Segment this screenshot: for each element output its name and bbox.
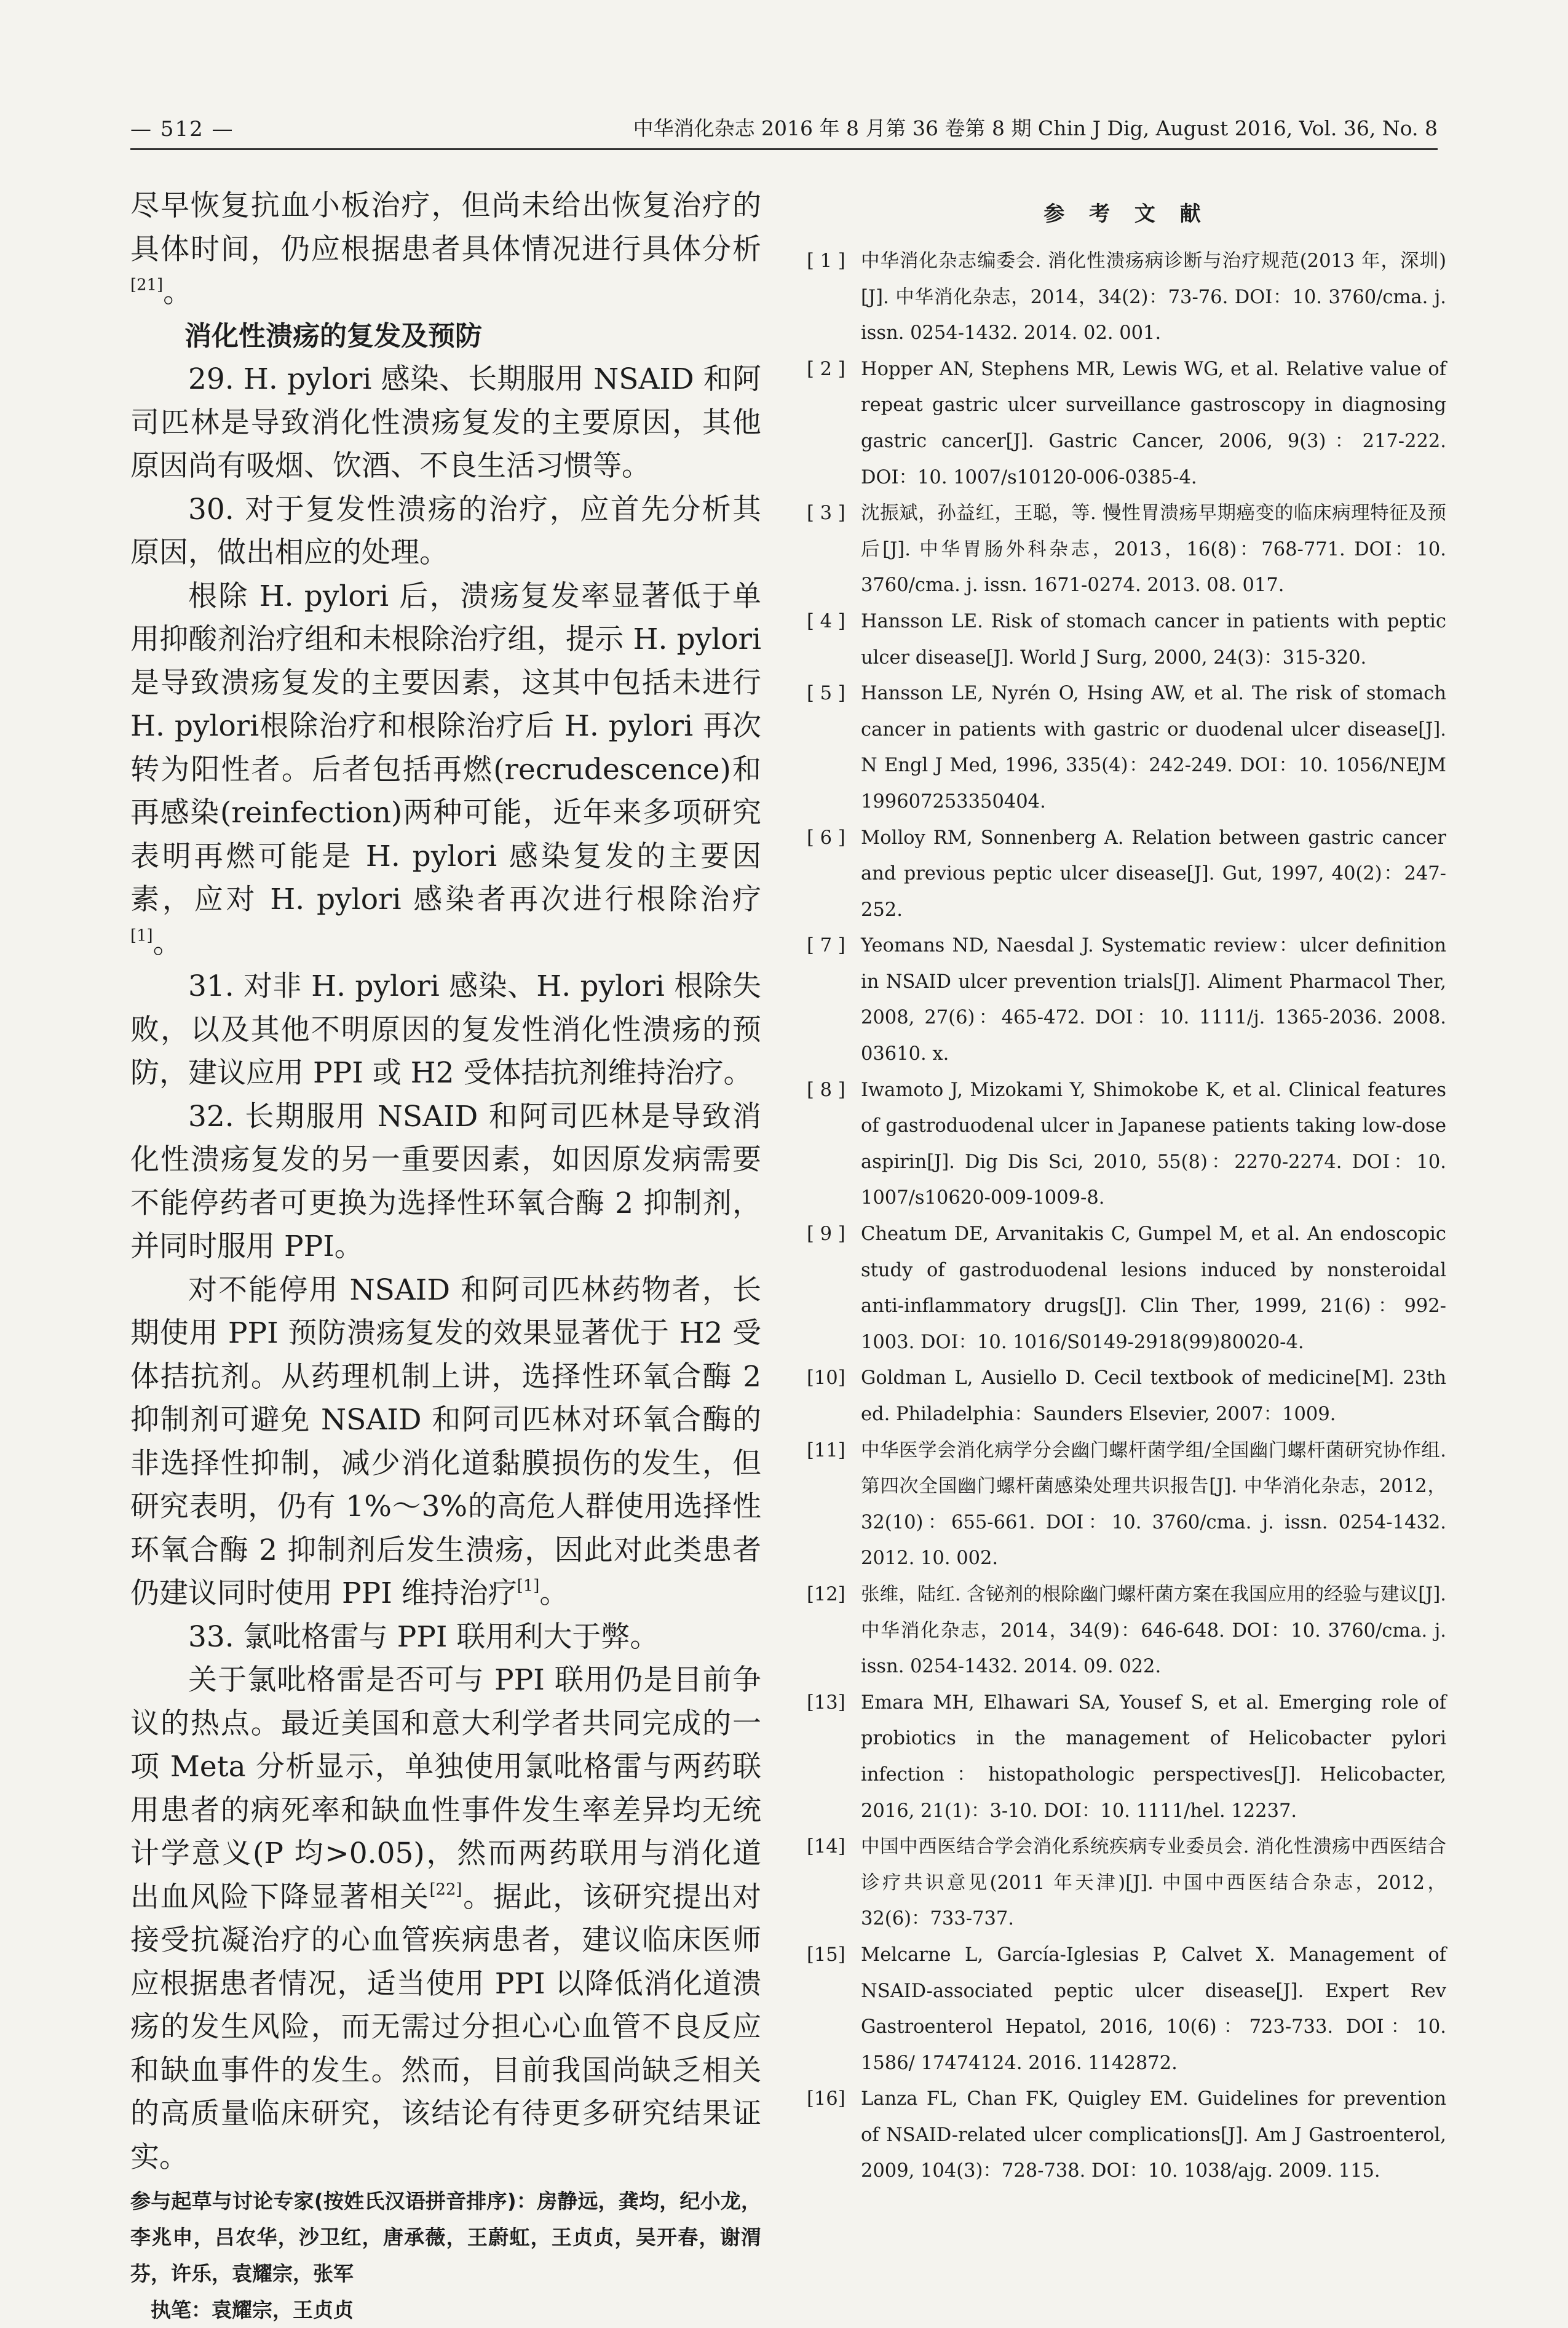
paragraph-end: 。 — [152, 926, 182, 960]
recommendation-29: 29. H. pylori 感染、长期服用 NSAID 和阿司匹林是导致消化性溃疡复发的主要原因，其他原因尚有吸烟、饮酒、不良生活习惯等。 — [130, 362, 761, 483]
reference-item — [807, 1433, 1446, 1577]
reference-text: Hansson LE, Nyrén O, Hsing AW, et al. The risk of stomach cancer in patients with gastric or duodenal ulcer disease[J]. N Engl J Med, 1996, 335(4)：242-249. DOI：10. 1056/NEJM 199607253350404. — [861, 683, 1446, 812]
reference-text: Cheatum DE, Arvanitakis C, Gumpel M, et al. An endoscopic study of gastroduodenal lesions induced by nonsteroidal anti-inflammatory drugs[J]. Clin Ther, 1999, 21(6)：992-1003. DOI：10. 1016/S0149-2918(99)80020-4. — [861, 1223, 1446, 1353]
paragraph-text: 。据此，该研究提出对接受抗凝治疗的心血管疾病患者，建议临床医师应根据患者情况，适当使用 PPI 以降低消化道溃疡的发生风险，而无需过分担心心血管不良反应和缺血事件的发生。然而，目前我国尚缺乏相关的高质量临床研究，该结论有待更多研究结果证实。 — [130, 1880, 761, 2174]
reference-number: [16] — [807, 2088, 845, 2110]
reference-number: [ 9 ] — [807, 1223, 845, 1245]
reference-item — [807, 1217, 1446, 1361]
citation-ref: [21] — [130, 276, 164, 295]
reference-text: Melcarne L, García-Iglesias P, Calvet X. Management of NSAID-associated peptic ulcer disease[J]. Expert Rev Gastroenterol Hepatol, 2016, 10(6)：723-733. DOI：10. 1586/ 17474124. 2016. 1142872. — [861, 1944, 1446, 2074]
reference-text: 中国中西医结合学会消化系统疾病专业委员会. 消化性溃疡中西医结合诊疗共识意见(2011 年天津)[J]. 中国中西医结合杂志，2012，32(6)：733-737. — [861, 1836, 1446, 1930]
recommendation-30: 30. 对于复发性溃疡的治疗，应首先分析其原因，做出相应的处理。 — [130, 492, 761, 570]
paragraph-32 — [130, 1269, 761, 1616]
paragraph-text: 关于氯吡格雷是否可与 PPI 联用仍是目前争议的热点。最近美国和意大利学者共同完成的一项 Meta 分析显示，单独使用氯吡格雷与两药联用患者的病死率和缺血性事件发生率差异均无统计学意义(P 均>0.05)，然而两药联用与消化道出血风险下降显著相关 — [130, 1663, 761, 1914]
citation-ref: [22] — [429, 1880, 462, 1899]
running-header — [130, 105, 1438, 141]
reference-number: [12] — [807, 1583, 845, 1605]
paragraph-text: 尽早恢复抗血小板治疗，但尚未给出恢复治疗的具体时间，仍应根据患者具体情况进行具体分析 — [130, 189, 761, 266]
reference-number: [14] — [807, 1836, 845, 1858]
reference-number: [ 3 ] — [807, 503, 845, 525]
reference-item — [807, 1073, 1446, 1217]
reference-text: Lanza FL, Chan FK, Quigley EM. Guidelines for prevention of NSAID-related ulcer complications[J]. Am J Gastroenterol, 2009, 104(3)：728-738. DOI：10. 1038/ajg. 2009. 115. — [861, 2088, 1446, 2182]
reference-text: Hopper AN, Stephens MR, Lewis WG, et al. Relative value of repeat gastric ulcer surveillance gastroscopy in diagnosing gastric cancer[J]. Gastric Cancer, 2006, 9(3)：217-222. DOI：10. 1007/s10120-006-0385-4. — [861, 358, 1446, 488]
paragraph-continued — [130, 185, 761, 315]
paragraph-end: 。 — [163, 276, 192, 309]
reference-item — [807, 1361, 1446, 1432]
reference-text: 中华消化杂志编委会. 消化性溃疡病诊断与治疗规范(2013 年，深圳)[J]. 中华消化杂志，2014，34(2)：73-76. DOI：10. 3760/cma. j. issn. 0254-1432. 2014. 02. 001. — [861, 250, 1446, 344]
reference-text: Goldman L, Ausiello D. Cecil textbook of medicine[M]. 23th ed. Philadelphia：Saunders Elsevier, 2007：1009. — [861, 1367, 1446, 1425]
reference-number: [11] — [807, 1439, 845, 1461]
reference-number: [ 4 ] — [807, 610, 845, 632]
header-rule — [130, 148, 1438, 150]
reference-number: [13] — [807, 1691, 845, 1714]
contributors: 参与起草与讨论专家(按姓氏汉语拼音排序)：房静远，龚均，纪小龙，李兆申，吕农华，沙卫红，唐承薇，王蔚虹，王贞贞，吴开春，谢渭芬，许乐，袁耀宗，张军 — [130, 2189, 761, 2286]
right-column — [807, 196, 1446, 2190]
reference-text: Hansson LE. Risk of stomach cancer in patients with peptic ulcer disease[J]. World J Surg, 2000, 24(3)：315-320. — [861, 610, 1446, 669]
reference-text: Emara MH, Elhawari SA, Yousef S, et al. Emerging role of probiotics in the management of Helicobacter pylori infection：histopathologic perspectives[J]. Helicobacter, 2016, 21(1)：3-10. DOI：10. 1111/hel. 12237. — [861, 1691, 1446, 1822]
section-heading: 消化性溃疡的复发及预防 — [184, 320, 482, 352]
paragraph-33 — [130, 1659, 761, 2179]
reference-number: [15] — [807, 1944, 845, 1966]
reference-item — [807, 1937, 1446, 2081]
reference-item — [807, 1685, 1446, 1829]
reference-number: [ 2 ] — [807, 358, 845, 380]
paragraph-text: 根除 H. pylori 后，溃疡复发率显著低于单用抑酸剂治疗组和未根除治疗组，提示 H. pylori 是导致溃疡复发的主要因素，这其中包括未进行 H. pylori根除治疗和根除治疗后 H. pylori 再次转为阳性者。后者包括再燃(recrudescence)和再感染(reinfection)两种可能，近年来多项研究表明再燃可能是 H. pylori 感染复发的主要因素，应对 H. pylori 感染者再次进行根除治疗 — [130, 579, 761, 916]
reference-number: [ 5 ] — [807, 683, 845, 705]
references-title: 参 考 文 献 — [1043, 202, 1210, 226]
reference-item — [807, 352, 1446, 496]
reference-item — [807, 1577, 1446, 1685]
paragraph-text: 对不能停用 NSAID 和阿司匹林药物者，长期使用 PPI 预防溃疡复发的效果显著优于 H2 受体拮抗剂。从药理机制上讲，选择性环氧合酶 2 抑制剂可避免 NSAID 和阿司匹林对环氧合酶的非选择性抑制，减少消化道黏膜损伤的发生，但研究表明，仍有 1%～3%的高危人群使用选择性环氧合酶 2 抑制剂后发生溃疡，因此对此类患者仍建议同时使用 PPI 维持治疗 — [130, 1273, 761, 1610]
reference-text: 张维，陆红. 含铋剂的根除幽门螺杆菌方案在我国应用的经验与建议[J]. 中华消化杂志，2014，34(9)：646-648. DOI：10. 3760/cma. j. issn. 0254-1432. 2014. 09. 022. — [861, 1583, 1446, 1678]
recommendation-31: 31. 对非 H. pylori 感染、H. pylori 根除失败，以及其他不明原因的复发性消化性溃疡的预防，建议应用 PPI 或 H2 受体拮抗剂维持治疗。 — [130, 969, 761, 1090]
reference-item — [807, 604, 1446, 676]
reference-item — [807, 1829, 1446, 1937]
paragraph-end: 。 — [539, 1576, 569, 1610]
reference-text: Iwamoto J, Mizokami Y, Shimokobe K, et al. Clinical features of gastroduodenal ulcer in Japanese patients taking low-dose aspirin[J]. Dig Dis Sci, 2010, 55(8)：2270-2274. DOI：10. 1007/s10620-009-1009-8. — [861, 1079, 1446, 1209]
reference-text: 中华医学会消化病学分会幽门螺杆菌学组/全国幽门螺杆菌研究协作组. 第四次全国幽门螺杆菌感染处理共识报告[J]. 中华消化杂志，2012，32(10)：655-661. DOI：10. 3760/cma. j. issn. 0254-1432. 2012. 10. 002. — [861, 1439, 1446, 1570]
reference-item — [807, 928, 1446, 1072]
paragraph-30 — [130, 575, 761, 966]
reference-item — [807, 676, 1446, 820]
reference-text: Yeomans ND, Naesdal J. Systematic review：ulcer definition in NSAID ulcer prevention trials[J]. Aliment Pharmacol Ther, 2008, 27(6)：465-472. DOI：10. 1111/j. 1365-2036. 2008. 03610. x. — [861, 935, 1446, 1065]
reference-number: [ 1 ] — [807, 250, 845, 272]
writing-author: 执笔：袁耀宗，王贞贞 — [151, 2298, 354, 2322]
reference-number: [ 7 ] — [807, 935, 845, 957]
reference-list — [807, 244, 1446, 2190]
citation-ref: [1] — [130, 926, 153, 945]
reference-item — [807, 496, 1446, 604]
page-number: — 512 — — [130, 117, 234, 141]
recommendation-32: 32. 长期服用 NSAID 和阿司匹林是导致消化性溃疡复发的另一重要因素，如因原发病需要不能停药者可更换为选择性环氧合酶 2 抑制剂，并同时服用 PPI。 — [130, 1099, 761, 1263]
reference-number: [ 6 ] — [807, 827, 845, 849]
reference-item — [807, 244, 1446, 352]
left-column — [130, 185, 761, 2328]
citation-ref: [1] — [517, 1576, 540, 1595]
reference-text: 沈振斌，孙益红，王聪，等. 慢性胃溃疡早期癌变的临床病理特征及预后[J]. 中华胃肠外科杂志，2013，16(8)：768-771. DOI：10. 3760/cma. j. issn. 1671-0274. 2013. 08. 017. — [861, 503, 1446, 597]
reference-item — [807, 820, 1446, 929]
reference-number: [ 8 ] — [807, 1079, 845, 1101]
reference-number: [10] — [807, 1367, 845, 1389]
reference-item — [807, 2081, 1446, 2190]
reference-text: Molloy RM, Sonnenberg A. Relation between gastric cancer and previous peptic ulcer disease[J]. Gut, 1997, 40(2)：247-252. — [861, 827, 1446, 921]
journal-citation: 中华消化杂志 2016 年 8 月第 36 卷第 8 期 Chin J Dig, August 2016, Vol. 36, No. 8 — [633, 116, 1438, 140]
recommendation-33: 33. 氯吡格雷与 PPI 联用利大于弊。 — [188, 1619, 659, 1654]
